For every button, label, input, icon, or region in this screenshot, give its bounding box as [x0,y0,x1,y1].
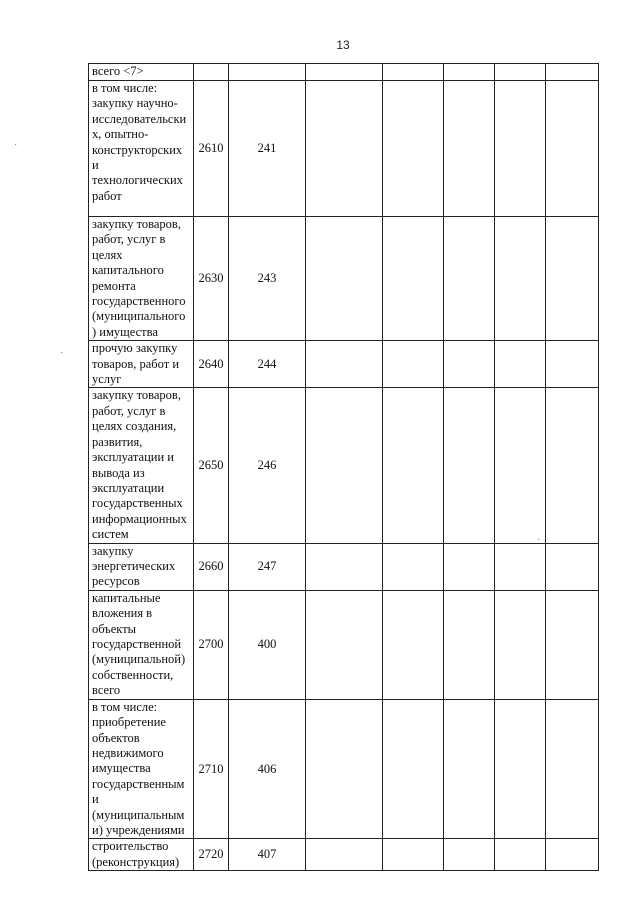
description-line: собственности, [92,667,174,682]
value-cell [546,543,599,590]
description-line: строительство [92,839,169,854]
description-line: эксплуатации и [92,450,174,465]
description-line: (реконструкция) [92,854,180,869]
row-description [89,590,194,699]
row-description [89,388,194,543]
value-cell [306,64,383,81]
value-cell [306,217,383,341]
row-code: 2700 [194,590,229,699]
description-line: капитальные [92,590,161,605]
value-cell [383,81,444,217]
row-code: 2610 [194,81,229,217]
row-description [89,64,194,81]
description-line: и [92,792,99,807]
scan-speck: · [60,348,64,359]
value-cell [444,388,495,543]
description-line: государственной [92,636,182,651]
row-kosgu-code [229,64,306,81]
description-line: целях создания, [92,419,177,434]
page-number: 13 [336,38,350,52]
row-kosgu-code: 400 [229,590,306,699]
description-line: недвижимого [92,745,164,760]
value-cell [383,388,444,543]
value-cell [495,217,546,341]
value-cell [383,64,444,81]
description-line: государственного [92,294,186,309]
description-line: технологических [92,173,183,188]
value-cell [546,839,599,871]
value-cell [383,217,444,341]
description-line: (муниципальным [92,807,185,822]
description-line: исследовательски [92,111,187,126]
description-line: работ, услуг в [92,232,166,247]
value-cell [444,543,495,590]
scan-speck: · [14,140,18,151]
value-cell [495,64,546,81]
description-line: работ, услуг в [92,403,166,418]
value-cell [306,699,383,839]
description-line: и [92,158,99,173]
description-line: всего <7> [92,64,144,78]
description-line: энергетических [92,558,176,573]
row-description [89,543,194,590]
description-line: целях [92,247,123,262]
value-cell [306,81,383,217]
value-cell [444,81,495,217]
row-kosgu-code: 247 [229,543,306,590]
row-code [194,64,229,81]
description-line: работ [92,188,122,203]
value-cell [546,217,599,341]
value-cell [444,590,495,699]
row-kosgu-code: 244 [229,341,306,388]
value-cell [546,81,599,217]
scan-speck: · [537,535,541,546]
value-cell [444,699,495,839]
table-row [89,839,599,871]
value-cell [383,341,444,388]
row-kosgu-code: 407 [229,839,306,871]
description-line: конструкторских [92,142,183,157]
description-line: (муниципальной) [92,652,186,667]
table-row [89,699,599,839]
value-cell [495,81,546,217]
value-cell [306,839,383,871]
row-code: 2660 [194,543,229,590]
description-line: всего [92,683,121,698]
value-cell [306,341,383,388]
row-description [89,81,194,217]
row-kosgu-code: 243 [229,217,306,341]
table-row [89,388,599,543]
table-row [89,590,599,699]
value-cell [546,341,599,388]
table-row [89,217,599,341]
description-line: закупку товаров, [92,388,181,403]
description-line: эксплуатации [92,480,165,495]
value-cell [444,341,495,388]
description-line: капитального [92,263,164,278]
description-line: товаров, работ и [92,356,180,371]
row-description [89,839,194,871]
budget-table [88,63,599,871]
value-cell [306,543,383,590]
value-cell [444,217,495,341]
description-line: государственных [92,496,183,511]
description-line: х, опытно- [92,127,149,142]
description-line: ресурсов [92,574,140,589]
description-line: ) имущества [92,324,158,339]
table-row [89,81,599,217]
description-line: и) учреждениями [92,823,185,837]
row-kosgu-code: 241 [229,81,306,217]
table-row [89,64,599,81]
table-row [89,341,599,388]
value-cell [383,543,444,590]
description-line: приобретение [92,715,166,730]
row-code: 2640 [194,341,229,388]
value-cell [546,699,599,839]
row-code: 2720 [194,839,229,871]
description-line: услуг [92,372,122,387]
description-line: в том числе: [92,81,158,95]
value-cell [495,590,546,699]
description-line: ремонта [92,278,136,293]
value-cell [444,64,495,81]
value-cell [546,64,599,81]
row-code: 2650 [194,388,229,543]
row-description [89,217,194,341]
value-cell [546,388,599,543]
description-line: (муниципального [92,309,186,324]
description-line: закупку научно- [92,96,178,111]
description-line: объекты [92,621,137,636]
description-line: закупку [92,543,134,558]
row-code: 2630 [194,217,229,341]
row-kosgu-code: 406 [229,699,306,839]
value-cell [444,839,495,871]
value-cell [383,839,444,871]
description-line: объектов [92,730,140,745]
value-cell [546,590,599,699]
table-row [89,543,599,590]
value-cell [383,590,444,699]
description-line: прочую закупку [92,341,178,356]
value-cell [495,839,546,871]
row-kosgu-code: 246 [229,388,306,543]
value-cell [306,388,383,543]
row-description [89,341,194,388]
value-cell [306,590,383,699]
description-line: имущества [92,761,151,776]
description-line: информационных [92,511,187,526]
row-code: 2710 [194,699,229,839]
description-line: закупку товаров, [92,217,181,231]
row-description [89,699,194,839]
description-line: систем [92,527,129,542]
value-cell [495,699,546,839]
value-cell [495,341,546,388]
description-line: вывода из [92,465,145,480]
description-line: вложения в [92,606,153,621]
value-cell [383,699,444,839]
description-line: государственным [92,776,185,791]
description-line: развития, [92,434,143,449]
value-cell [495,388,546,543]
value-cell [495,543,546,590]
description-line: в том числе: [92,699,158,714]
